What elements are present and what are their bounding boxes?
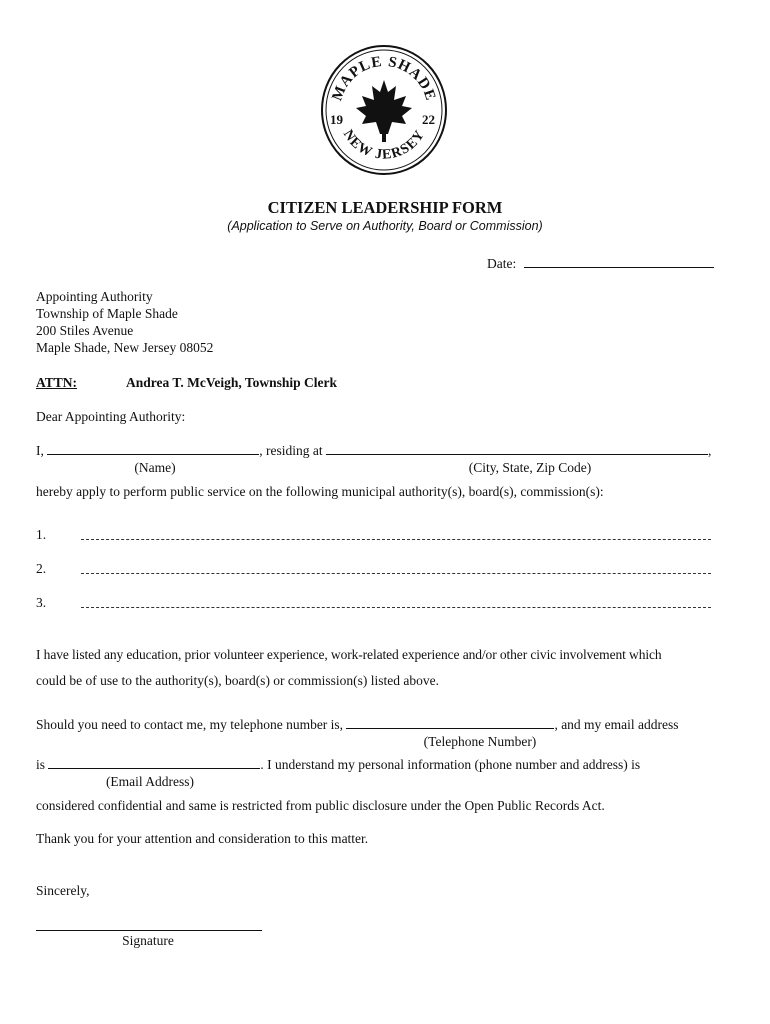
phone-suffix: , and my email address (554, 717, 679, 732)
closing-text: Sincerely, (36, 883, 90, 898)
address-line-3: 200 Stiles Avenue (36, 323, 134, 338)
email-field[interactable] (48, 757, 260, 769)
attn-value: Andrea T. McVeigh, Township Clerk (126, 375, 338, 390)
address-line-4: Maple Shade, New Jersey 08052 (36, 340, 214, 355)
signature-caption: Signature (122, 933, 174, 948)
name-field[interactable] (47, 443, 259, 455)
date-row (487, 256, 714, 272)
maple-leaf-icon (356, 80, 412, 142)
phone-caption: (Telephone Number) (423, 734, 537, 749)
list-number-2: 2. (36, 561, 47, 576)
phone-field[interactable] (346, 717, 554, 729)
form-title: CITIZEN LEADERSHIP FORM (267, 198, 503, 217)
email-caption: (Email Address) (105, 774, 195, 789)
applicant-prefix: I, (36, 443, 44, 458)
confidential-text: considered confidential and same is restricted from public disclosure under the Open Public Records Act. (36, 798, 605, 813)
board-field-1[interactable] (81, 529, 711, 540)
signature-line[interactable] (36, 930, 262, 931)
board-field-2[interactable] (81, 563, 711, 574)
applicant-row (36, 443, 711, 459)
email-suffix: . I understand my personal information (phone number and address) is (260, 757, 641, 772)
date-label: Date: (487, 256, 517, 271)
address-field[interactable] (326, 443, 708, 455)
experience-line-1: I have listed any education, prior volunteer experience, work-related experience and/or other civic involvement which (36, 647, 662, 662)
list-number-3: 3. (36, 595, 47, 610)
svg-text:NEW JERSEY: NEW JERSEY (339, 127, 429, 163)
residing-label: , residing at (259, 443, 323, 458)
experience-line-2: could be of use to the authority(s), board(s) or commission(s) listed above. (36, 673, 440, 688)
township-seal-logo (318, 42, 450, 178)
thanks-text: Thank you for your attention and consideration to this matter. (36, 831, 369, 846)
form-subtitle: (Application to Serve on Authority, Board or Commission) (227, 219, 543, 233)
address-line-2: Township of Maple Shade (36, 306, 178, 321)
applicant-suffix: , (708, 443, 712, 458)
email-prefix: is (36, 757, 46, 772)
svg-text:19: 19 (330, 112, 343, 127)
salutation: Dear Appointing Authority: (36, 409, 186, 424)
phone-prefix: Should you need to contact me, my telephone number is, (36, 717, 344, 732)
apply-text: hereby apply to perform public service on the following municipal authority(s), board(s), commission(s): (36, 484, 604, 499)
email-row (36, 757, 640, 773)
svg-text:MAPLE SHADE: MAPLE SHADE (329, 53, 439, 104)
list-number-1: 1. (36, 527, 47, 542)
city-caption: (City, State, Zip Code) (468, 460, 592, 475)
address-line-1: Appointing Authority (36, 289, 153, 304)
name-caption: (Name) (134, 460, 176, 475)
attn-label: ATTN: (36, 375, 78, 390)
phone-row (36, 717, 679, 733)
board-field-3[interactable] (81, 597, 711, 608)
svg-text:22: 22 (422, 112, 435, 127)
date-field[interactable] (524, 256, 714, 268)
